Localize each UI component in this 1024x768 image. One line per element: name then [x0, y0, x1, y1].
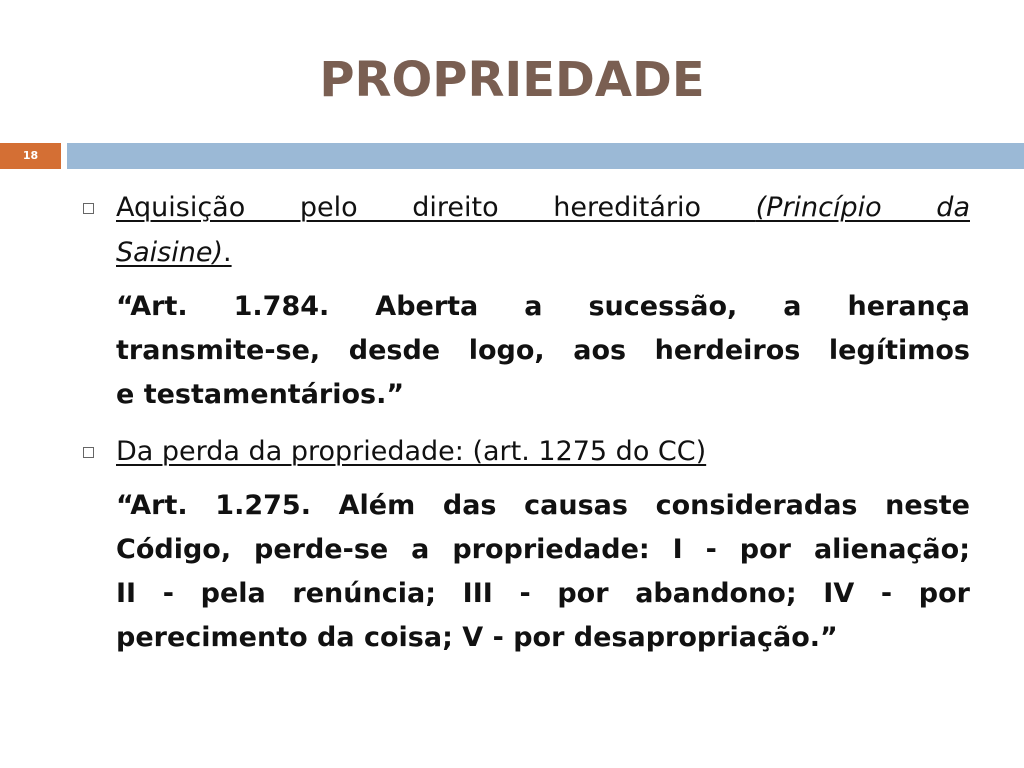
- slide-number: 18: [0, 143, 61, 169]
- quote-art-1275: [116, 484, 970, 660]
- header-rule: [67, 143, 1024, 169]
- quote-line: II - pela renúncia; III - por abandono; IV - por: [116, 578, 970, 609]
- slide-title: PROPRIEDADE: [319, 52, 705, 108]
- quote-line: “Art. 1.275. Além das causas consideradas neste: [116, 490, 970, 521]
- bullet-1-italic-text: (Princípio da: [755, 192, 970, 223]
- bullet-1-line-2: [116, 231, 970, 275]
- quote-line: Código, perde-se a propriedade: I - por alienação;: [116, 534, 970, 565]
- bullet-1-main-text: Aquisição pelo direito hereditário: [116, 192, 756, 223]
- bullet-2-text: Da perda da propriedade: (art. 1275 do CC): [116, 436, 707, 467]
- quote-line: “Art. 1.784. Aberta a sucessão, a herança: [116, 291, 970, 322]
- bullet-1-tail: .: [223, 237, 232, 268]
- bullet-square-icon: [83, 447, 94, 458]
- quote-line: e testamentários.”: [116, 379, 405, 410]
- bullet-1-italic-continuation: Saisine): [116, 237, 224, 268]
- quote-art-1784: [116, 285, 970, 417]
- quote-line: perecimento da coisa; V - por desapropriação.”: [116, 622, 838, 653]
- bullet-square-icon: [83, 203, 94, 214]
- bullet-2-line: [116, 430, 970, 474]
- bullet-1-line-1: [116, 186, 970, 230]
- quote-line: transmite-se, desde logo, aos herdeiros legítimos: [116, 335, 970, 366]
